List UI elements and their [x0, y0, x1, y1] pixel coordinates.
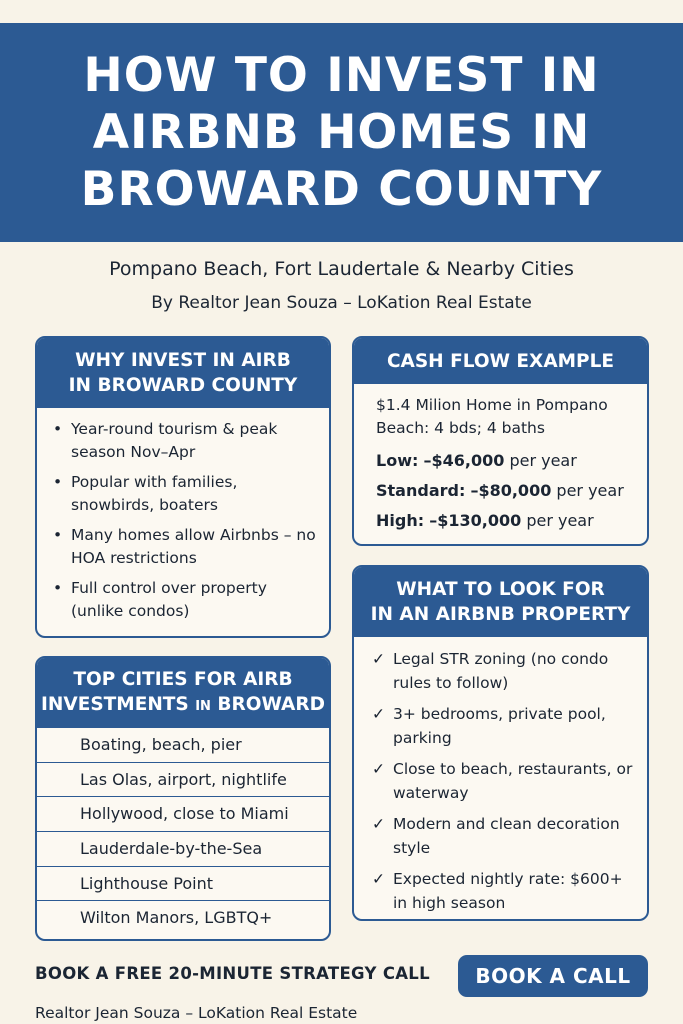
why-invest-heading-line-2: IN BROWARD COUNTY: [68, 375, 298, 396]
footer-credit: Realtor Jean Souza – LoKation Real Estate: [35, 1004, 358, 1022]
table-row: Lauderdale-by-the-Sea: [37, 832, 329, 867]
why-invest-list: [37, 408, 329, 623]
top-cities-card: [35, 656, 331, 941]
list-item-text: Modern and clean decoration style: [393, 815, 620, 857]
list-item-text: Many homes allow Airbnbs – no HOA restrictions: [71, 526, 316, 567]
cash-flow-label: Standard:: [376, 481, 466, 500]
book-call-button[interactable]: BOOK A CALL: [458, 955, 648, 997]
list-item-text: Expected nightly rate: $600+ in high season: [393, 870, 623, 912]
cash-flow-row-high: [376, 506, 647, 536]
bullet-icon: •: [53, 526, 63, 544]
cash-flow-body: [354, 384, 647, 536]
cash-flow-suffix: per year: [556, 481, 624, 500]
cash-flow-label: Low:: [376, 451, 419, 470]
cash-flow-heading: CASH FLOW EXAMPLE: [354, 338, 647, 384]
look-for-heading-line-1: WHAT TO LOOK FOR: [396, 579, 605, 600]
why-invest-heading: [37, 338, 329, 408]
bullet-icon: •: [53, 420, 63, 438]
look-for-card: [352, 565, 649, 921]
cash-flow-label: High:: [376, 511, 425, 530]
list-item: [51, 418, 319, 464]
bullet-icon: •: [53, 579, 63, 597]
page-title-line-1: HOW TO INVEST IN: [83, 48, 600, 103]
why-invest-heading-line-1: WHY INVEST IN AIRB: [75, 350, 291, 371]
list-item-text: Legal STR zoning (no condo rules to follow): [393, 650, 609, 692]
table-row: Las Olas, airport, nightlife: [37, 763, 329, 798]
cash-flow-row-standard: [376, 476, 647, 506]
cta-text: BOOK A FREE 20-MINUTE STRATEGY CALL: [35, 964, 430, 983]
bullet-icon: •: [53, 473, 63, 491]
cash-flow-card: [352, 336, 649, 546]
list-item: [372, 757, 641, 805]
checkmark-icon: ✓: [372, 650, 385, 668]
cash-flow-amount: –$46,000: [423, 451, 505, 470]
page-title-line-2: AIRBNB HOMES IN: [92, 105, 591, 160]
list-item: [51, 524, 319, 570]
page-title-line-3: BROWARD COUNTY: [80, 162, 603, 217]
cash-flow-home-description: $1.4 Milion Home in Pompano Beach: 4 bds; 4 baths: [376, 396, 608, 437]
list-item-text: Year-round tourism & peak season Nov–Apr: [71, 420, 278, 461]
subtitle-author: By Realtor Jean Souza – LoKation Real Estate: [151, 293, 532, 313]
checkmark-icon: ✓: [372, 870, 385, 888]
list-item-text: 3+ bedrooms, private pool, parking: [393, 705, 606, 747]
table-row: Wilton Manors, LGBTQ+: [80, 908, 273, 928]
checkmark-icon: ✓: [372, 705, 385, 723]
header-banner: [0, 23, 683, 242]
subtitle-locations: Pompano Beach, Fort Laudertale & Nearby Cities: [109, 258, 574, 280]
list-item: [372, 647, 641, 695]
top-cities-heading-line-2: [37, 692, 329, 719]
list-item: [372, 702, 641, 750]
table-row: Lighthouse Point: [37, 867, 329, 902]
cash-flow-suffix: per year: [509, 451, 577, 470]
list-item-text: Close to beach, restaurants, or waterway: [393, 760, 633, 802]
top-cities-list: [37, 728, 329, 936]
list-item: [372, 812, 641, 860]
list-item-text: Full control over property (unlike condos): [71, 579, 267, 620]
cash-flow-suffix: per year: [526, 511, 594, 530]
list-item: [51, 471, 319, 517]
list-item-text: Popular with families, snowbirds, boaters: [71, 473, 238, 514]
why-invest-card: [35, 336, 331, 638]
list-item: [372, 867, 641, 915]
heading-word: IN: [195, 699, 211, 714]
look-for-heading-line-2: IN AN AIRBNB PROPERTY: [370, 604, 631, 625]
table-row: Hollywood, close to Miami: [37, 797, 329, 832]
top-cities-heading: [37, 658, 329, 728]
cash-flow-amount: –$130,000: [429, 511, 522, 530]
heading-word: BROWARD: [217, 694, 325, 715]
top-cities-heading-line-1: TOP CITIES FOR AIRB: [73, 669, 293, 690]
cash-flow-row-low: [376, 446, 647, 476]
heading-word: INVESTMENTS: [41, 694, 189, 715]
cash-flow-amount: –$80,000: [470, 481, 552, 500]
checkmark-icon: ✓: [372, 815, 385, 833]
look-for-heading: [354, 567, 647, 637]
checkmark-icon: ✓: [372, 760, 385, 778]
list-item: [51, 577, 319, 623]
look-for-list: [354, 637, 647, 915]
table-row: Boating, beach, pier: [37, 728, 329, 763]
